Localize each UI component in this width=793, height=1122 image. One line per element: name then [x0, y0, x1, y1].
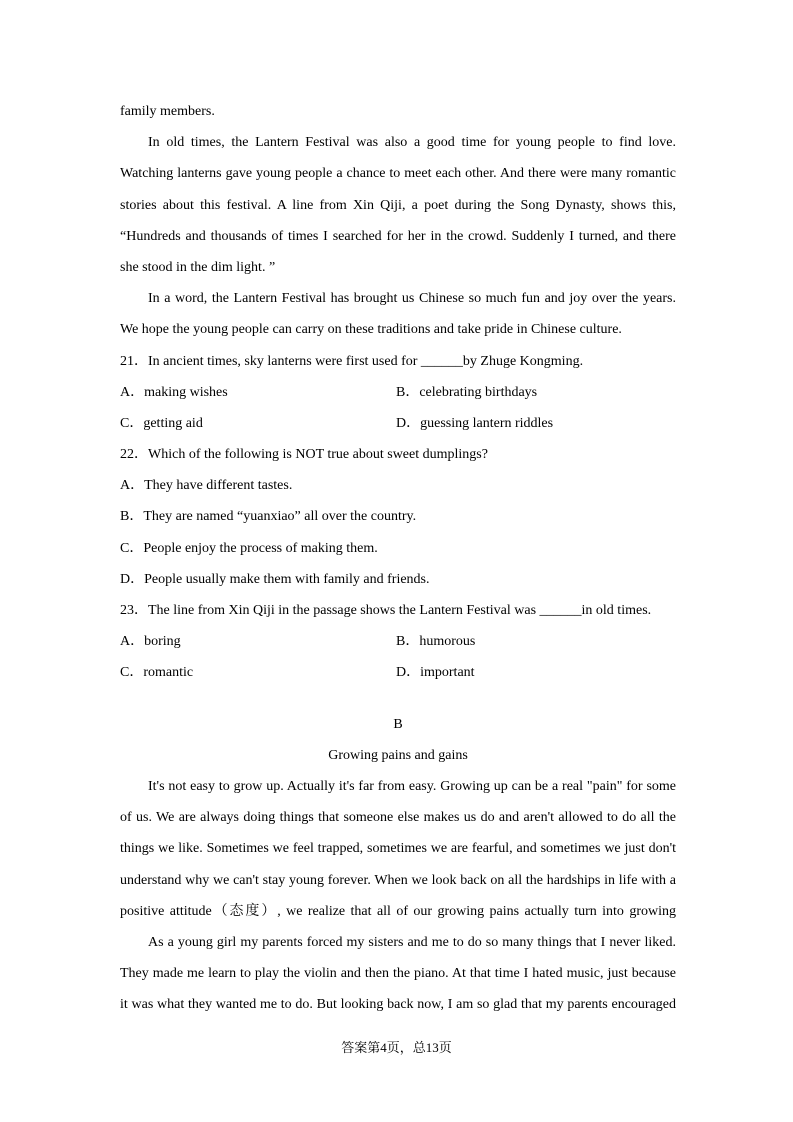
paragraph-line: understand why we can't stay young forever. When we look back on all the hardships in life with a [120, 872, 676, 888]
section-gap [120, 689, 676, 709]
paragraph-line: It's not easy to grow up. Actually it's far from easy. Growing up can be a real "pain" for some [148, 778, 676, 794]
option-d: D．People usually make them with family and friends. [120, 571, 430, 587]
option-a: A．making wishes [120, 384, 228, 400]
option-d: D．guessing lantern riddles [396, 415, 554, 431]
paragraph-line: We hope the young people can carry on these traditions and take pride in Chinese culture. [120, 322, 622, 338]
passage-a [120, 96, 676, 346]
option-a: A．boring [120, 634, 181, 650]
passage-b [120, 709, 676, 1021]
paragraph-line: Watching lanterns gave young people a chance to meet each other. And there were many romantic [120, 166, 676, 182]
option-row [120, 377, 676, 408]
option-c: C．romantic [120, 665, 194, 681]
option-a: A．They have different tastes. [120, 478, 293, 494]
option-b: B．celebrating birthdays [396, 384, 538, 400]
option-row [120, 657, 676, 688]
question-21 [120, 346, 676, 440]
question-stem: 23．The line from Xin Qiji in the passage shows the Lantern Festival was ______in old times. [120, 603, 652, 618]
paragraph-line: positive attitude（态度）, we realize that all of our growing pains actually turn into growing [120, 903, 676, 919]
paragraph-line: As a young girl my parents forced my sisters and me to do so many things that I never liked. [148, 934, 676, 950]
option-c: C．getting aid [120, 415, 203, 431]
option-row [120, 408, 676, 439]
paragraph-line: it was what they wanted me to do. But looking back now, I am so glad that my parents encouraged [120, 997, 676, 1013]
paragraph-line: things we like. Sometimes we feel trapped, sometimes we are fearful, and sometimes we just don't [120, 841, 676, 857]
paragraph-line: she stood in the dim light. ” [120, 259, 276, 275]
paragraph-line: They made me learn to play the violin and then the piano. At that time I hated music, just because [120, 966, 676, 982]
paragraph-line: stories about this festival. A line from Xin Qiji, a poet during the Song Dynasty, shows this, [120, 197, 676, 213]
option-b: B．They are named “yuanxiao” all over the country. [120, 509, 417, 525]
paragraph-line: In old times, the Lantern Festival was also a good time for young people to find love. [148, 135, 676, 151]
question-stem: 21．In ancient times, sky lanterns were first used for ______by Zhuge Kongming. [120, 353, 584, 369]
option-row [120, 626, 676, 657]
passage-title: Growing pains and gains [328, 747, 468, 763]
page-footer: 答案第4页，总13页 [341, 1040, 452, 1055]
paragraph-line: family members. [120, 104, 215, 119]
question-22 [120, 439, 676, 595]
section-label: B [393, 716, 403, 732]
paragraph-line: “Hundreds and thousands of times I searched for her in the crowd. Suddenly I turned, and there [120, 228, 676, 244]
option-b: B．humorous [396, 634, 476, 650]
option-c: C．People enjoy the process of making them. [120, 540, 378, 556]
paragraph-line: In a word, the Lantern Festival has brought us Chinese so much fun and joy over the years. [148, 291, 676, 307]
paragraph-line: of us. We are always doing things that someone else makes us do and aren't allowed to do all the [120, 810, 676, 826]
question-23 [120, 595, 676, 689]
document-page [120, 96, 676, 1020]
question-stem: 22．Which of the following is NOT true about sweet dumplings? [120, 447, 488, 463]
option-d: D．important [396, 665, 475, 681]
